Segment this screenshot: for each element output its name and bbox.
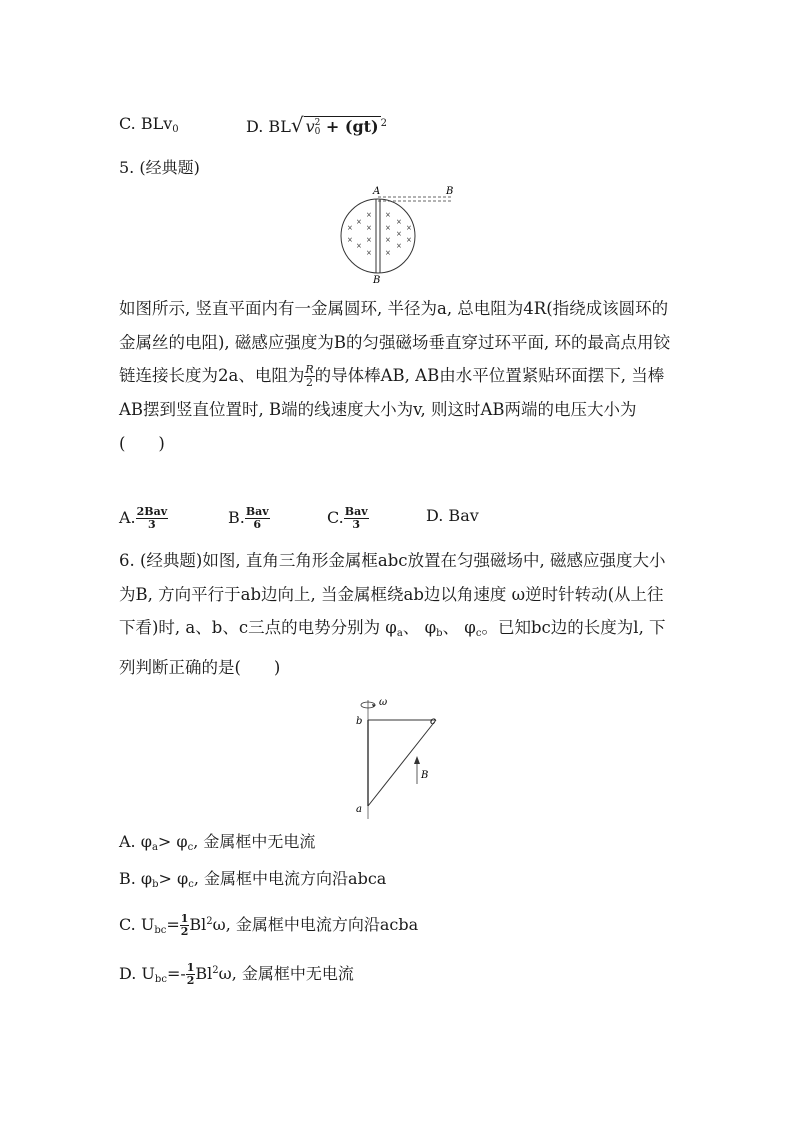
cross-mark: ×	[347, 236, 353, 244]
cross-mark: ×	[406, 236, 412, 244]
q6-figure-triangle	[348, 694, 478, 824]
q4-option-d: D. BL√ v 2 0 + (gt) $^2$	[246, 113, 387, 137]
cross-mark: ×	[347, 224, 353, 232]
cross-mark: ×	[356, 242, 362, 250]
q6-option-d: D. $U_{bc}=-$ $\frac{1}{2}$ Bl$^2$ω, 金属框中无电流	[119, 961, 354, 987]
cross-mark: ×	[385, 211, 391, 219]
cross-mark: ×	[396, 218, 402, 226]
q6-option-c: C. $U_{bc}=$ $\frac{1}{2}$ Bl$^2$ω, 金属框中电流方向沿acba	[119, 912, 419, 938]
q4-option-c: C. BLv$_0$	[119, 114, 179, 135]
fraction-r-over-2: $\frac{R}{2}$	[305, 363, 314, 390]
cross-mark: ×	[396, 230, 402, 238]
cross-mark: ×	[406, 224, 412, 232]
cross-mark: ×	[366, 249, 372, 257]
sqrt-sign: √	[290, 113, 304, 137]
q5-number: 5. (经典题)	[119, 158, 200, 177]
q5-stem: 如图所示, 竖直平面内有一金属圆环, 半径为a, 总电阻为4R(指绕成该圆环的金属丝的电阻), 磁感应强度为B的匀强磁场垂直穿过环平面, 环的最高点用铰链连接长度为2a、电阻为 $\frac{R}{2}$ 的导体棒AB, AB由水平位置紧贴环面摆下, 当棒AB摆到竖直位置时, B端的线速度大小为v, 则这时AB两端的电压大小为( )	[119, 299, 671, 453]
cross-mark: ×	[385, 224, 391, 232]
q5-option-a: A. $\frac{\text{2Bav}}{3}$	[119, 505, 168, 531]
label-a: A	[373, 186, 381, 197]
q5-option-c: C. $\frac{\text{Bav}}{3}$	[327, 505, 368, 531]
q5-option-d: D. Bav	[426, 506, 479, 525]
cross-mark: ×	[385, 249, 391, 257]
q6-option-b: B. $\varphi_b> \varphi_c$, 金属框中电流方向沿abca	[119, 869, 387, 890]
sqrt-radicand: v 2 0 + (gt)	[305, 117, 379, 137]
cross-mark: ×	[385, 236, 391, 244]
label-omega: ω	[379, 697, 388, 708]
cross-mark: ×	[366, 236, 372, 244]
q6-stem: 6. (经典题)如图, 直角三角形金属框abc放置在匀强磁场中, 磁感应强度大小为B, 方向平行于ab边向上, 当金属框绕ab边以角速度 ω逆时针转动(从上往下看)时, a、b、c三点的电势分别为 $\varphi_a$、 $\varphi_b$、 $\varphi_c$。已知bc边的长度为l, 下列判断正确的是( )	[119, 551, 666, 678]
cross-mark: ×	[366, 211, 372, 219]
cross-mark: ×	[396, 242, 402, 250]
label-a: a	[356, 804, 362, 815]
magnetic-field-crosses	[347, 211, 412, 257]
cross-mark: ×	[356, 218, 362, 226]
q5-figure-ring	[330, 184, 470, 284]
label-c: c	[430, 716, 436, 727]
q5-option-b: B. $\frac{\text{Bav}}{6}$	[228, 505, 269, 531]
label-b: b	[356, 716, 363, 727]
field-arrowhead	[414, 756, 420, 764]
q6-option-a: A. $\varphi_a> \varphi_c$, 金属框中无电流	[119, 832, 316, 853]
label-b-bottom: B	[373, 275, 381, 284]
label-field-b: B	[421, 770, 429, 781]
label-b-top: B	[446, 186, 454, 197]
cross-mark: ×	[366, 224, 372, 232]
side-ac	[368, 720, 436, 806]
